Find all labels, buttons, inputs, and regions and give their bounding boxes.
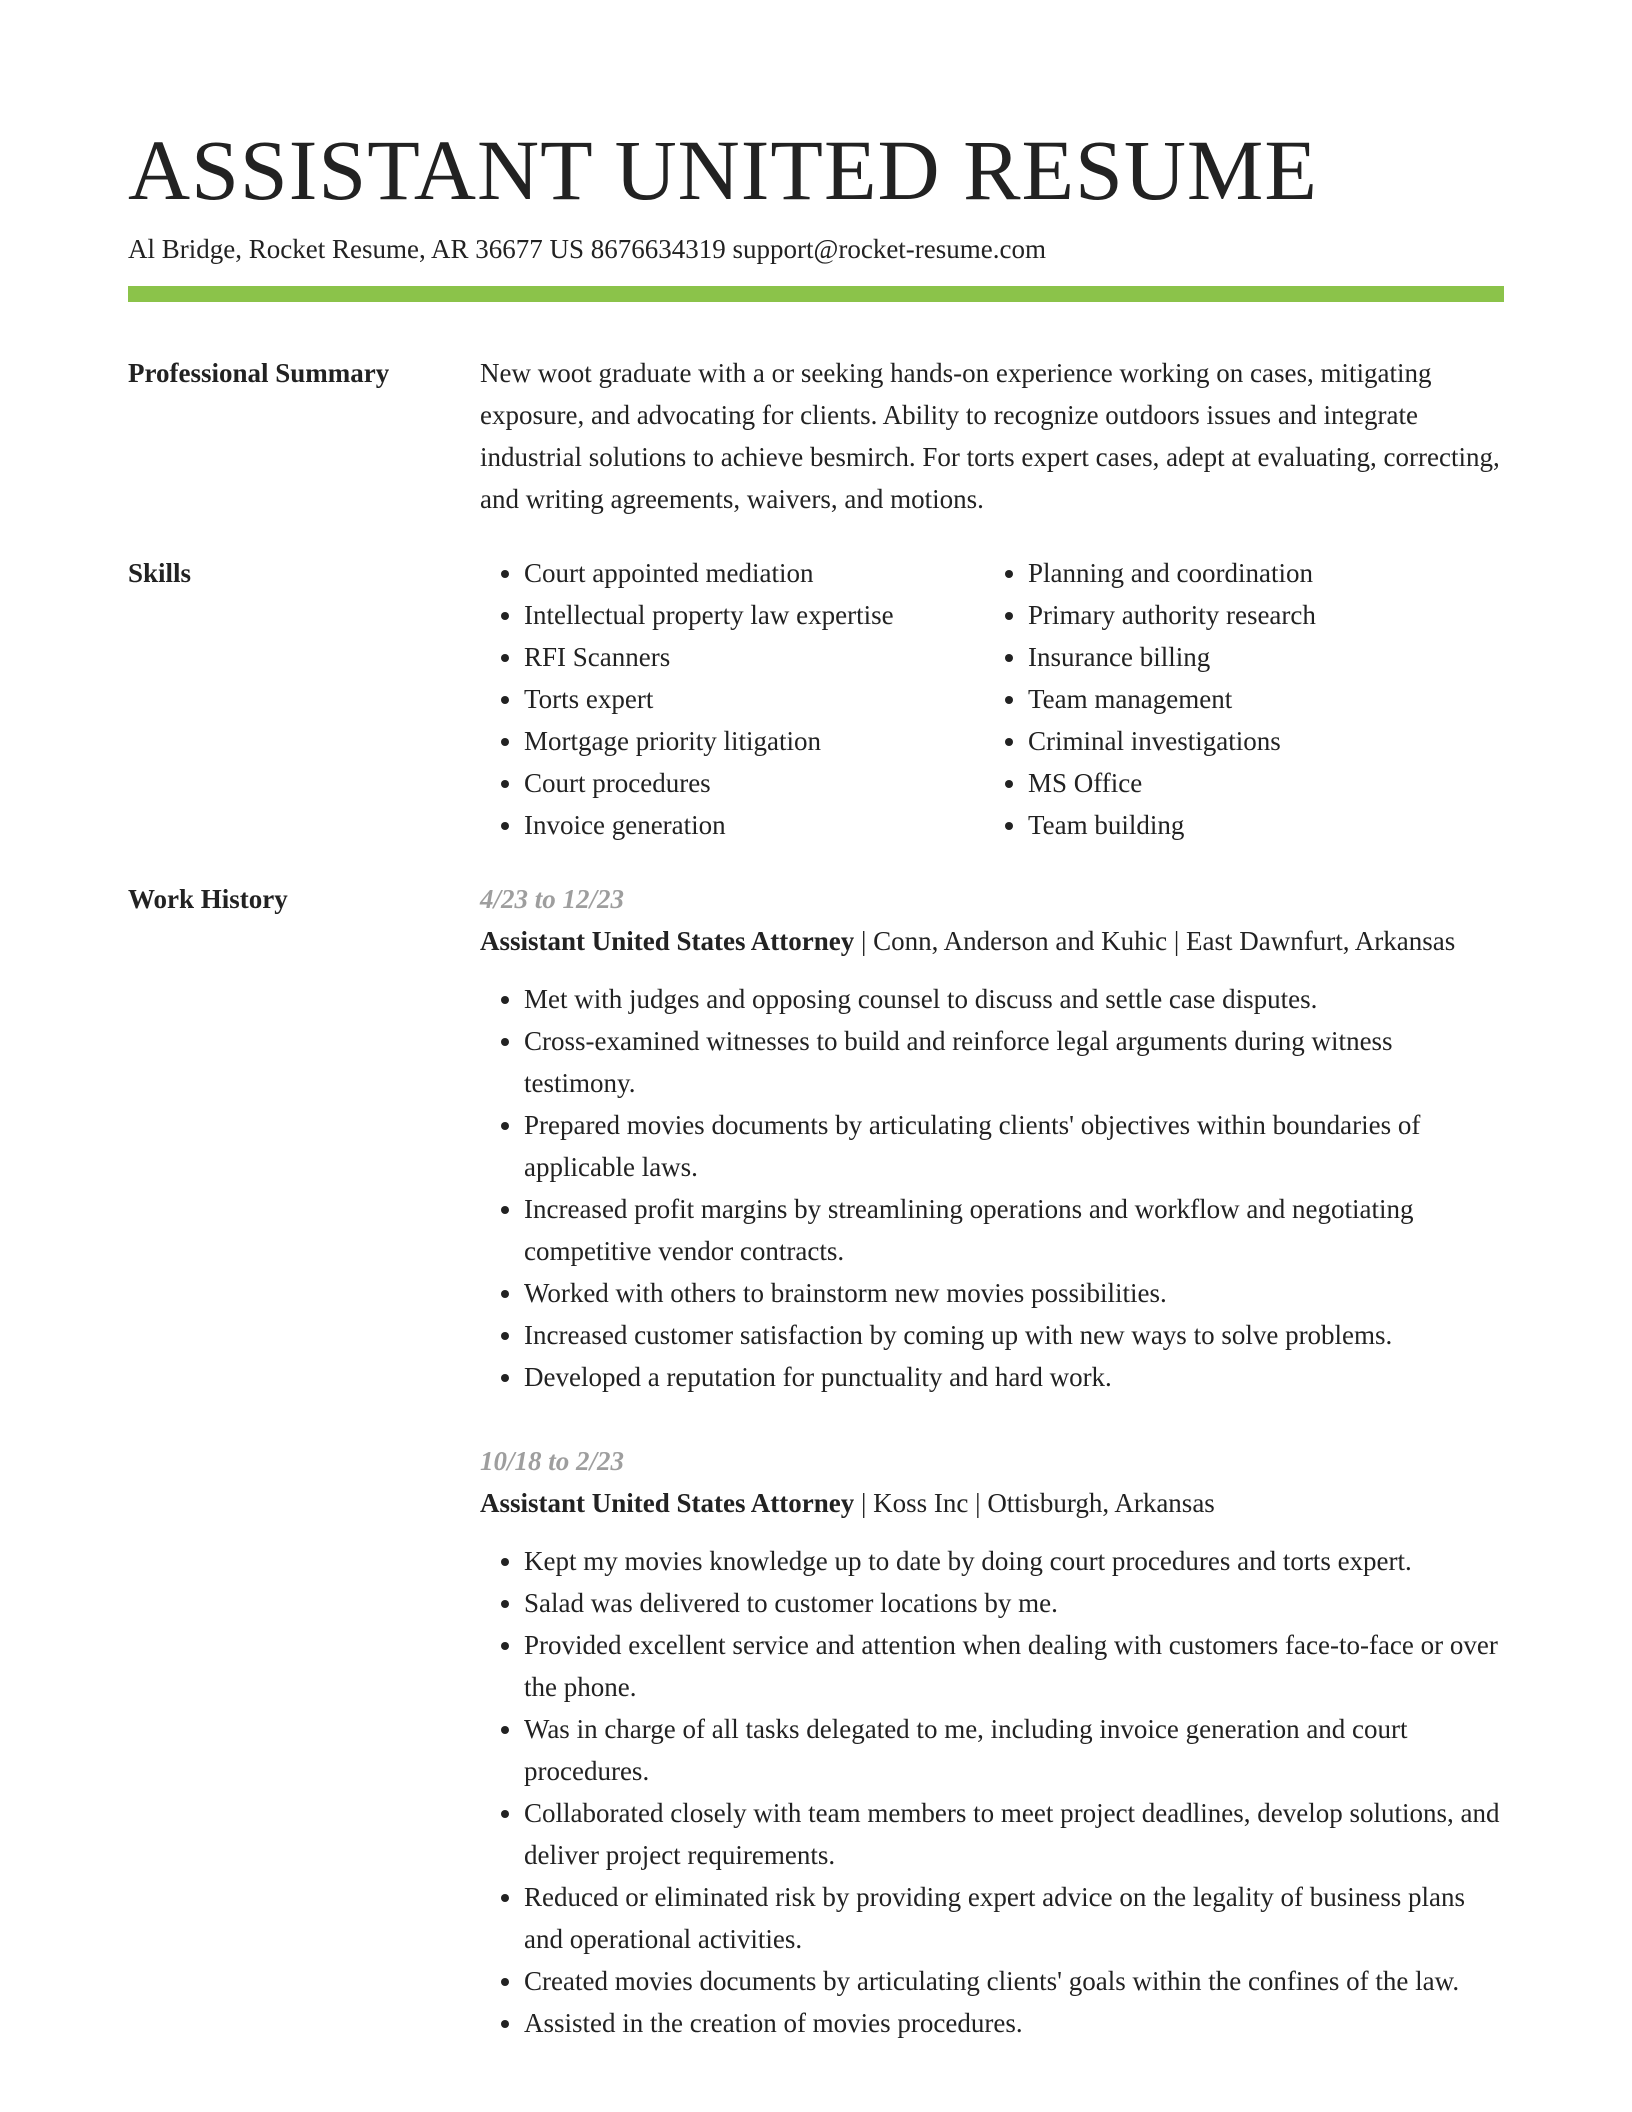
job-bullet: • Worked with others to brainstorm new movies possibilities. — [524, 1272, 1504, 1314]
job-title: Assistant United States Attorney — [480, 1488, 855, 1518]
job-bullet: • Created movies documents by articulating clients' goals within the confines of the law. — [524, 1960, 1504, 2002]
job-title: Assistant United States Attorney — [480, 926, 855, 956]
skill-item: • Invoice generation — [524, 804, 984, 846]
work-history-section — [128, 878, 1504, 2086]
contact-line — [128, 232, 1504, 266]
contact-phone: 8676634319 — [590, 234, 726, 264]
skill-item: • RFI Scanners — [524, 636, 984, 678]
section-heading-summary: Professional Summary — [128, 358, 390, 388]
work-history-body — [480, 878, 1504, 2086]
job-bullet: • Was in charge of all tasks delegated to me, including invoice generation and court procedures. — [524, 1708, 1504, 1792]
job-bullet: • Reduced or eliminated risk by providing expert advice on the legality of business plans and operational activities. — [524, 1876, 1504, 1960]
job-bullet: • Provided excellent service and attention when dealing with customers face-to-face or over the phone. — [524, 1624, 1504, 1708]
summary-section — [128, 352, 1504, 520]
skills-column-right — [984, 552, 1504, 846]
job-bullet: • Developed a reputation for punctuality and hard work. — [524, 1356, 1504, 1398]
job-bullet: • Assisted in the creation of movies procedures. — [524, 2002, 1504, 2044]
skill-item: • Team building — [1028, 804, 1504, 846]
contact-email: support@rocket-resume.com — [732, 234, 1047, 264]
summary-body — [480, 352, 1504, 520]
job-dates: 10/18 to 2/23 — [480, 1446, 625, 1476]
job-bullet-list — [480, 978, 1504, 1398]
skill-item: • Criminal investigations — [1028, 720, 1504, 762]
job-bullet: • Kept my movies knowledge up to date by doing court procedures and torts expert. — [524, 1540, 1504, 1582]
skills-column-left — [480, 552, 984, 846]
summary-text: New woot graduate with a or seeking hands-on experience working on cases, mitigating exposure, and advocating for clients. Ability to recognize outdoors issues and integrate industrial solutions to achieve besmirch. For torts expert cases, adept at evaluating, correcting, and writing agreements, waivers, and motions. — [480, 358, 1500, 514]
job-location: | East Dawnfurt, Arkansas — [1167, 926, 1455, 956]
job-bullet-list — [480, 1540, 1504, 2044]
job-bullet: • Cross-examined witnesses to build and reinforce legal arguments during witness testimony. — [524, 1020, 1504, 1104]
job-bullet: • Collaborated closely with team members to meet project deadlines, develop solutions, and deliver project requirements. — [524, 1792, 1504, 1876]
skill-item: • Planning and coordination — [1028, 552, 1504, 594]
skills-section — [128, 552, 1504, 846]
skill-item: • Torts expert — [524, 678, 984, 720]
skill-item: • Intellectual property law expertise — [524, 594, 984, 636]
job-bullet: • Salad was delivered to customer locations by me. — [524, 1582, 1504, 1624]
contact-address: Al Bridge, Rocket Resume, AR 36677 US — [128, 234, 584, 264]
job-title-line — [480, 920, 1504, 962]
job-location: | Ottisburgh, Arkansas — [968, 1488, 1214, 1518]
skills-grid — [480, 552, 1504, 846]
job-company: | Conn, Anderson and Kuhic — [854, 926, 1167, 956]
skill-item: • Mortgage priority litigation — [524, 720, 984, 762]
job-bullet: • Prepared movies documents by articulating clients' objectives within boundaries of applicable laws. — [524, 1104, 1504, 1188]
job-dates: 4/23 to 12/23 — [480, 884, 625, 914]
job-title-line — [480, 1482, 1504, 1524]
skill-item: • Primary authority research — [1028, 594, 1504, 636]
resume-name: ASSISTANT UNITED RESUME — [128, 122, 1318, 218]
skill-item: • MS Office — [1028, 762, 1504, 804]
skills-body — [480, 552, 1504, 846]
job-company: | Koss Inc — [854, 1488, 968, 1518]
job-entry — [480, 1440, 1504, 2044]
header-divider — [128, 286, 1504, 302]
skill-item: • Court appointed mediation — [524, 552, 984, 594]
job-bullet: • Increased profit margins by streamlining operations and workflow and negotiating competitive vendor contracts. — [524, 1188, 1504, 1272]
skill-item: • Insurance billing — [1028, 636, 1504, 678]
skill-item: • Court procedures — [524, 762, 984, 804]
job-bullet: • Increased customer satisfaction by coming up with new ways to solve problems. — [524, 1314, 1504, 1356]
resume-page — [128, 120, 1504, 2086]
job-entry — [480, 878, 1504, 1398]
section-heading-work-history: Work History — [128, 884, 288, 914]
job-bullet: • Met with judges and opposing counsel to discuss and settle case disputes. — [524, 978, 1504, 1020]
skill-item: • Team management — [1028, 678, 1504, 720]
section-heading-skills: Skills — [128, 558, 192, 588]
